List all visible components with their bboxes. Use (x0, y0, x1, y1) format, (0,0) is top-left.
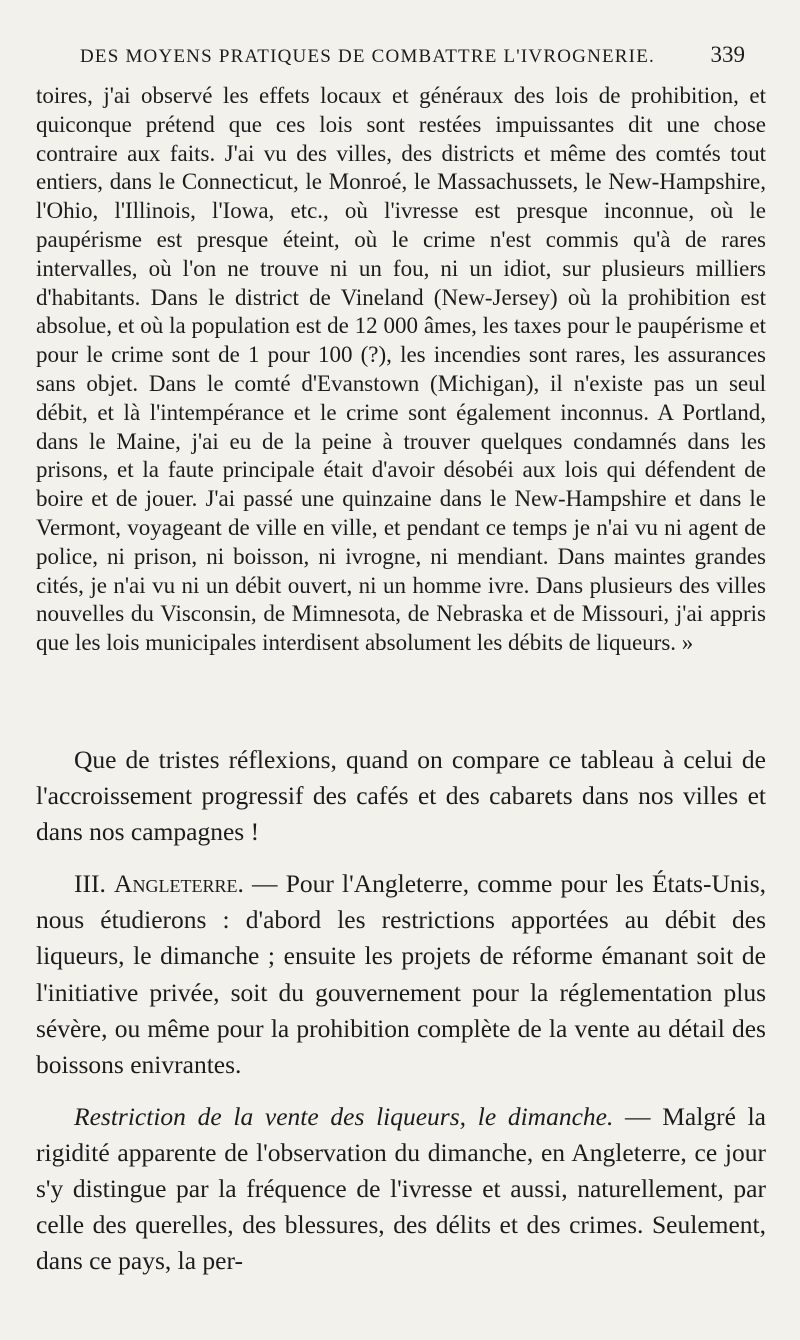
quoted-passage: toires, j'ai observé les effets locaux et généraux des lois de prohibition, et quiconque prétend que ces lois sont restées impuissantes dit une chose contraire aux faits. J'ai vu des villes, des districts et même des comtés tout entiers, dans le Connecticut, le Monroé, le Massachussets, le New-Hampshire, l'Ohio, l'Illinois, l'Iowa, etc., où l'ivresse est presque inconnue, où le paupérisme est presque éteint, où le crime n'est commis qu'à de rares intervalles, où l'on ne trouve ni un fou, ni un idiot, sur plusieurs milliers d'habitants. Dans le district de Vineland (New-Jersey) où la prohibition est absolue, et où la population est de 12 000 âmes, les taxes pour le paupérisme et pour le crime sont de 1 pour 100 (?), les incendies sont rares, les assurances sans objet. Dans le comté d'Evanstown (Michigan), il n'existe pas un seul débit, et là l'intempérance et le crime sont également inconnus. A Portland, dans le Maine, j'ai eu de la peine à trouver quelques condamnés dans les prisons, et la faute principale était d'avoir désobéi aux lois qui défendent de boire et de jouer. J'ai passé une quinzaine dans le New-Hampshire et dans le Vermont, voyageant de ville en ville, et pendant ce temps je n'ai vu ni agent de police, ni prison, ni boisson, ni ivrogne, ni mendiant. Dans maintes grandes cités, je n'ai vu ni un débit ouvert, ni un homme ivre. Dans plusieurs des villes nouvelles du Visconsin, de Mimnesota, de Nebraska et de Missouri, j'ai appris que les lois municipales interdisent absolument les débits de liqueurs. » (36, 83, 766, 656)
section-number: III. (74, 869, 106, 899)
section-heading: Angleterre. (114, 869, 244, 899)
page-number: 339 (710, 42, 745, 67)
paragraph-angleterre (36, 866, 766, 1083)
paragraph-restriction (36, 1099, 766, 1279)
running-title: DES MOYENS PRATIQUES DE COMBATTRE L'IVROGNERIE. (80, 46, 655, 67)
subsection-heading: Restriction de la vente des liqueurs, le dimanche. (74, 1101, 614, 1131)
main-text (36, 742, 766, 1295)
paragraph-restriction-text: — Malgré la rigidité apparente de l'observation du dimanche, en Angleterre, ce jour s'y distingue par la fréquence de l'ivresse et aussi, naturellement, par celle des querelles, des blessures, des délits et des crimes. Seulement, dans ce pays, la per- (36, 1101, 766, 1276)
running-header (80, 42, 745, 68)
paragraph-angleterre-text: — Pour l'Angleterre, comme pour les États-Unis, nous étudierons : d'abord les restrictions apportées au débit des liqueurs, le dimanche ; ensuite les projets de réforme émanant soit de l'initiative privée, soit du gouvernement pour la réglementation plus sévère, ou même pour la prohibition complète de la vente au détail des boissons enivrantes. (36, 869, 767, 1079)
paragraph-reflexions: Que de tristes réflexions, quand on compare ce tableau à celui de l'accroissement progressif des cafés et des cabarets dans nos villes et dans nos campagnes ! (36, 745, 766, 847)
